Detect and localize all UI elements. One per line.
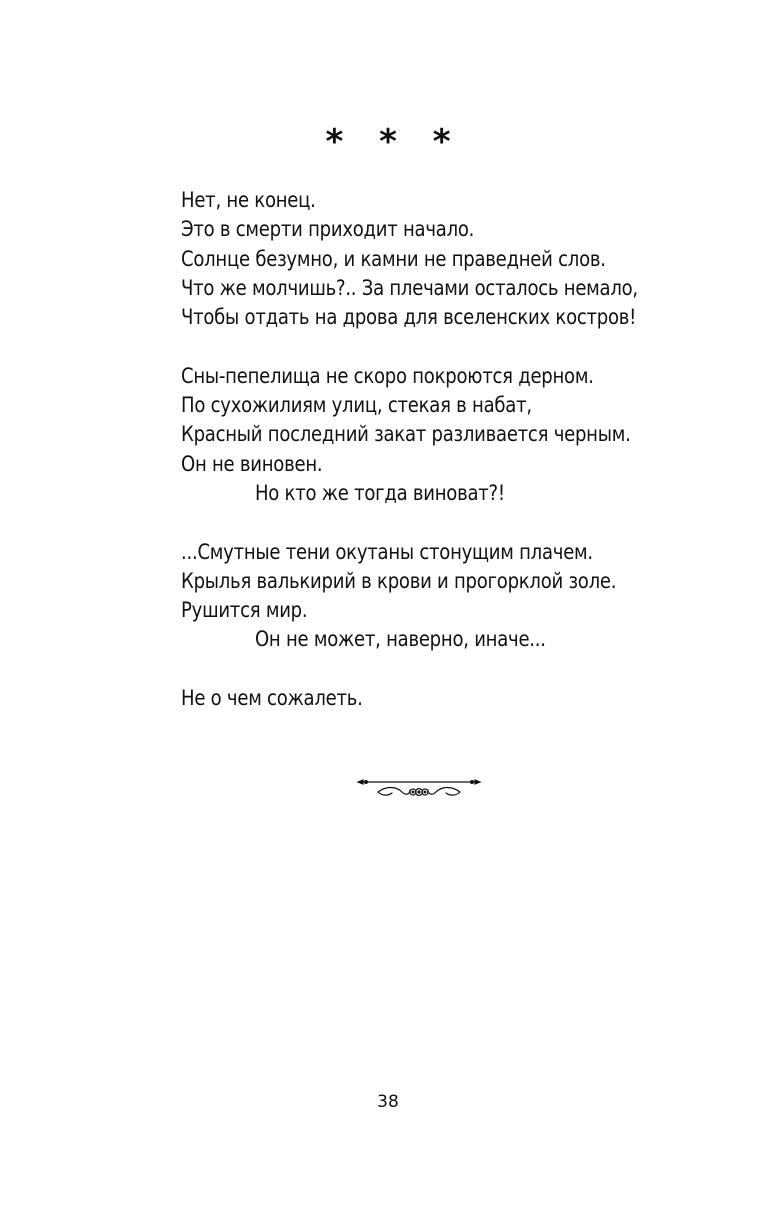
poem-line-indented: Но кто же тогда виноват?! (254, 480, 505, 505)
poem-line-indented: Он не может, наверно, иначе... (254, 627, 546, 652)
poem-line: По сухожилиям улиц, стекая в набат, (181, 393, 532, 418)
poem-line: Чтобы отдать на дрова для вселенских костров! (181, 305, 637, 330)
poem-line: Это в смерти приходит начало. (181, 217, 475, 242)
poem-line: Не о чем сожалеть. (181, 686, 363, 711)
poem-line: Рушится мир. (181, 598, 308, 623)
poem-line: Крылья валькирий в крови и прогорклой золе. (181, 568, 617, 593)
poem-line: Он не виновен. (181, 451, 323, 476)
poem-line: Красный последний закат разливается черным. (181, 422, 631, 447)
poem (181, 186, 663, 713)
poem-line: Что же молчишь?.. За плечами осталось немало, (181, 275, 638, 300)
poem-line: Солнце безумно, и камни не праведней слов. (181, 246, 606, 271)
page-number: 38 (377, 1092, 399, 1112)
poem-line: Сны-пепелища не скоро покроются дерном. (181, 363, 594, 388)
stanza-3 (181, 538, 663, 655)
stanza-4 (181, 684, 663, 713)
poem-line: Нет, не конец. (181, 188, 316, 212)
section-asterisks: * * * (325, 122, 463, 162)
floral-divider-icon (356, 770, 482, 804)
stanza-1 (181, 186, 663, 332)
poem-line: ...Смутные тени окутаны стонущим плачем. (181, 539, 593, 564)
stanza-2 (181, 362, 663, 508)
